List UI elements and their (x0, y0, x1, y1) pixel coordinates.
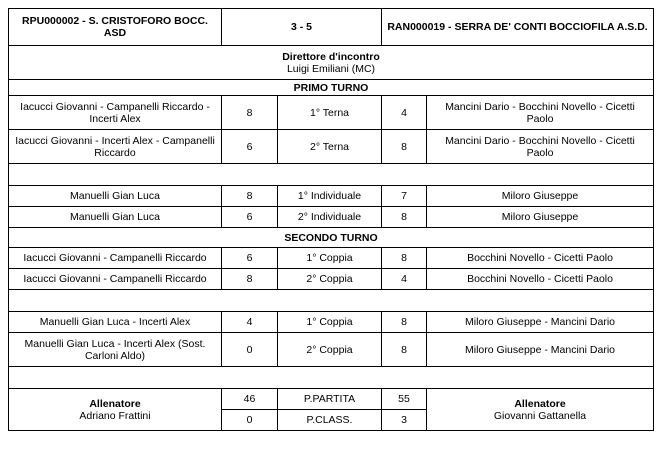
director-row (9, 46, 654, 80)
game-label: 2° Terna (278, 130, 382, 164)
away-team: RAN000019 - SERRA DE' CONTI BOCCIOFILA A.S.D. (382, 9, 654, 46)
director-cell (9, 46, 654, 80)
away-coach-label: Allenatore (514, 397, 566, 410)
match-score: 3 - 5 (222, 9, 382, 46)
home-players: Iacucci Giovanni - Campanelli Riccardo (9, 248, 222, 269)
away-score: 8 (382, 312, 427, 333)
table-row (9, 333, 654, 367)
table-row (9, 248, 654, 269)
away-players: Bocchini Novello - Cicetti Paolo (427, 269, 654, 290)
game-label: 1° Terna (278, 96, 382, 130)
home-players: Iacucci Giovanni - Incerti Alex - Campanelli Riccardo (9, 130, 222, 164)
away-score: 8 (382, 333, 427, 367)
away-players: Mancini Dario - Bocchini Novello - Cicetti Paolo (427, 96, 654, 130)
game-label: 2° Coppia (278, 269, 382, 290)
game-label: 2° Individuale (278, 207, 382, 228)
home-score: 8 (222, 96, 278, 130)
away-score: 8 (382, 207, 427, 228)
game-label: 1° Coppia (278, 312, 382, 333)
home-players: Iacucci Giovanni - Campanelli Riccardo - Incerti Alex (9, 96, 222, 130)
away-coach (427, 389, 654, 431)
class-label: P.CLASS. (278, 410, 382, 431)
away-players: Miloro Giuseppe - Mancini Dario (427, 333, 654, 367)
home-score: 6 (222, 130, 278, 164)
section-row (9, 228, 654, 248)
spacer-cell (9, 164, 654, 186)
home-coach-label: Allenatore (89, 397, 141, 410)
home-players: Manuelli Gian Luca (9, 186, 222, 207)
spacer-row (9, 290, 654, 312)
match-report-table (8, 8, 654, 431)
director-label: Direttore d'incontro (282, 50, 380, 63)
section-title-primo-turno: PRIMO TURNO (9, 80, 654, 96)
totals-row (9, 389, 654, 410)
away-score: 8 (382, 248, 427, 269)
table-row (9, 269, 654, 290)
home-score: 6 (222, 248, 278, 269)
home-players: Manuelli Gian Luca - Incerti Alex (9, 312, 222, 333)
home-score: 6 (222, 207, 278, 228)
spacer-row (9, 367, 654, 389)
home-coach (9, 389, 222, 431)
away-players: Mancini Dario - Bocchini Novello - Cicetti Paolo (427, 130, 654, 164)
table-row (9, 186, 654, 207)
away-score: 7 (382, 186, 427, 207)
home-coach-name: Adriano Frattini (79, 409, 151, 422)
director-name: Luigi Emiliani (MC) (286, 62, 376, 75)
away-class-points: 3 (382, 410, 427, 431)
home-score: 8 (222, 186, 278, 207)
game-label: 1° Individuale (278, 186, 382, 207)
game-label: 1° Coppia (278, 248, 382, 269)
home-players: Manuelli Gian Luca - Incerti Alex (Sost. Carloni Aldo) (9, 333, 222, 367)
home-score: 4 (222, 312, 278, 333)
home-players: Iacucci Giovanni - Campanelli Riccardo (9, 269, 222, 290)
game-label: 2° Coppia (278, 333, 382, 367)
table-row (9, 130, 654, 164)
away-score: 8 (382, 130, 427, 164)
away-partita-points: 55 (382, 389, 427, 410)
away-coach-name: Giovanni Gattanella (493, 409, 587, 422)
away-players: Miloro Giuseppe - Mancini Dario (427, 312, 654, 333)
spacer-cell (9, 290, 654, 312)
home-class-points: 0 (222, 410, 278, 431)
away-players: Bocchini Novello - Cicetti Paolo (427, 248, 654, 269)
section-title-secondo-turno: SECONDO TURNO (9, 228, 654, 248)
home-score: 8 (222, 269, 278, 290)
home-partita-points: 46 (222, 389, 278, 410)
section-row (9, 80, 654, 96)
partita-label: P.PARTITA (278, 389, 382, 410)
home-players: Manuelli Gian Luca (9, 207, 222, 228)
table-row (9, 207, 654, 228)
header-row (9, 9, 654, 46)
away-players: Miloro Giuseppe (427, 186, 654, 207)
away-players: Miloro Giuseppe (427, 207, 654, 228)
spacer-cell (9, 367, 654, 389)
home-team: RPU000002 - S. CRISTOFORO BOCC. ASD (9, 9, 222, 46)
home-score: 0 (222, 333, 278, 367)
table-row (9, 312, 654, 333)
table-row (9, 96, 654, 130)
away-score: 4 (382, 269, 427, 290)
spacer-row (9, 164, 654, 186)
away-score: 4 (382, 96, 427, 130)
